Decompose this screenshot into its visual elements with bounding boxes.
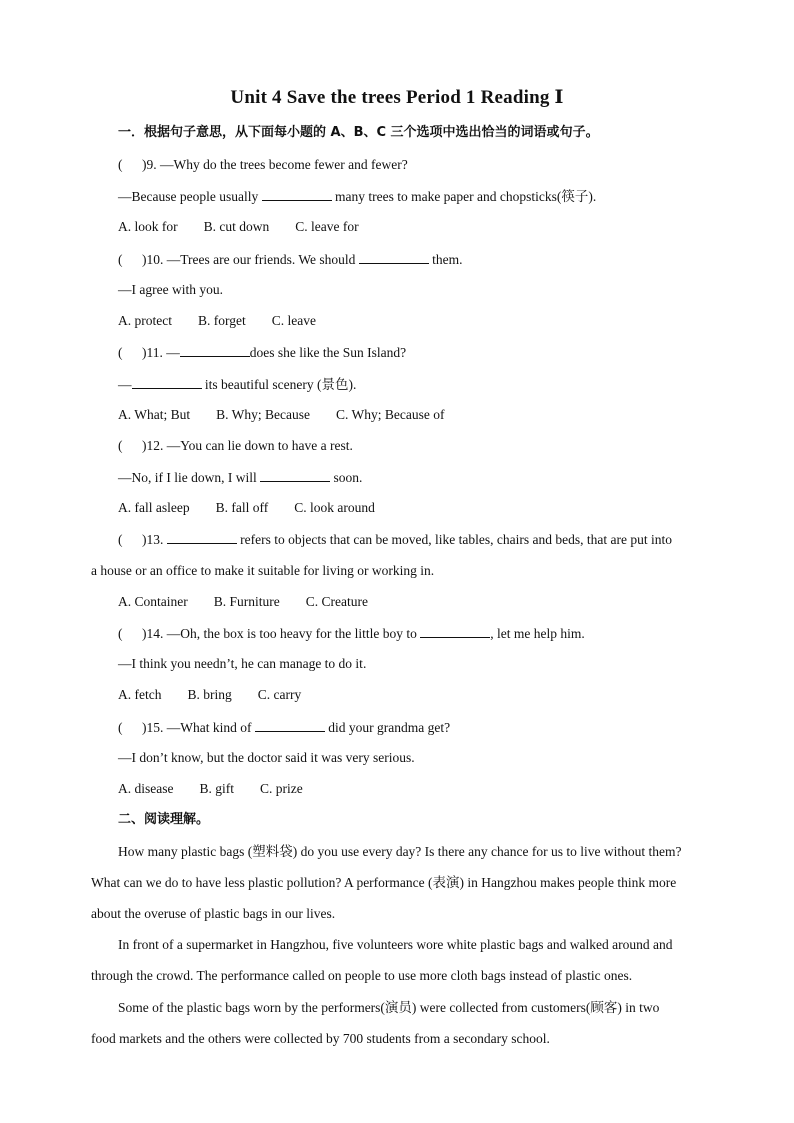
answer-blank [167,531,237,544]
answer-blank [262,188,332,201]
question-9-options: A. look for B. cut down C. leave for [118,219,359,234]
question-10-line2: —I agree with you. [118,282,223,297]
section1-heading: 一．根据句子意思，从下面每小题的 A、B、C 三个选项中选出恰当的词语或句子。 [118,125,599,140]
question-11-options: A. What; But B. Why; Because C. Why; Because of [118,407,445,422]
passage-line: What can we do to have less plastic pollution? A performance (表演) in Hangzhou makes people think more [91,875,677,890]
question-12: ( )12. —You can lie down to have a rest. [118,438,353,453]
question-9: ( )9. —Why do the trees become fewer and fewer? [118,157,408,172]
passage-line: In front of a supermarket in Hangzhou, five volunteers wore white plastic bags and walked around and [118,937,673,952]
question-11-line2: — its beautiful scenery (景色). [118,377,357,392]
question-15-line2: —I don’t know, but the doctor said it was very serious. [118,750,415,765]
passage-line: about the overuse of plastic bags in our lives. [91,906,336,921]
question-11: ( )11. — does she like the Sun Island? [118,345,407,360]
question-14-options: A. fetch B. bring C. carry [118,687,302,702]
section2-heading: 二、阅读理解。 [118,812,210,827]
passage-line: How many plastic bags (塑料袋) do you use every day? Is there any chance for us to live without them? [118,844,682,859]
question-13-line2: a house or an office to make it suitable for living or working in. [91,563,435,578]
question-13: ( )13. refers to objects that can be moved, like tables, chairs and beds, that are put into [118,532,672,547]
question-9-line2: —Because people usually many trees to make paper and chopsticks(筷子). [118,189,597,204]
question-13-options: A. Container B. Furniture C. Creature [118,594,368,609]
question-10: ( )10. —Trees are our friends. We should them. [118,252,463,267]
question-14: ( )14. —Oh, the box is too heavy for the little boy to , let me help him. [118,626,585,641]
passage-line: through the crowd. The performance called on people to use more cloth bags instead of plastic ones. [91,968,633,983]
question-10-options: A. protect B. forget C. leave [118,313,316,328]
question-15-options: A. disease B. gift C. prize [118,781,303,796]
answer-blank [255,719,325,732]
question-15: ( )15. —What kind of did your grandma get? [118,720,451,735]
passage-line: Some of the plastic bags worn by the performers(演员) were collected from customers(顾客) in two [118,1000,660,1015]
page-title: Unit 4 Save the trees Period 1 Reading Ⅰ [230,87,564,108]
passage-line: food markets and the others were collected by 700 students from a secondary school. [91,1031,550,1046]
answer-blank [180,344,250,357]
answer-blank [359,251,429,264]
answer-blank [132,376,202,389]
answer-blank [260,469,330,482]
question-12-options: A. fall asleep B. fall off C. look around [118,500,375,515]
answer-blank [420,625,490,638]
question-12-line2: —No, if I lie down, I will soon. [118,470,363,485]
question-14-line2: —I think you needn’t, he can manage to do it. [118,656,367,671]
